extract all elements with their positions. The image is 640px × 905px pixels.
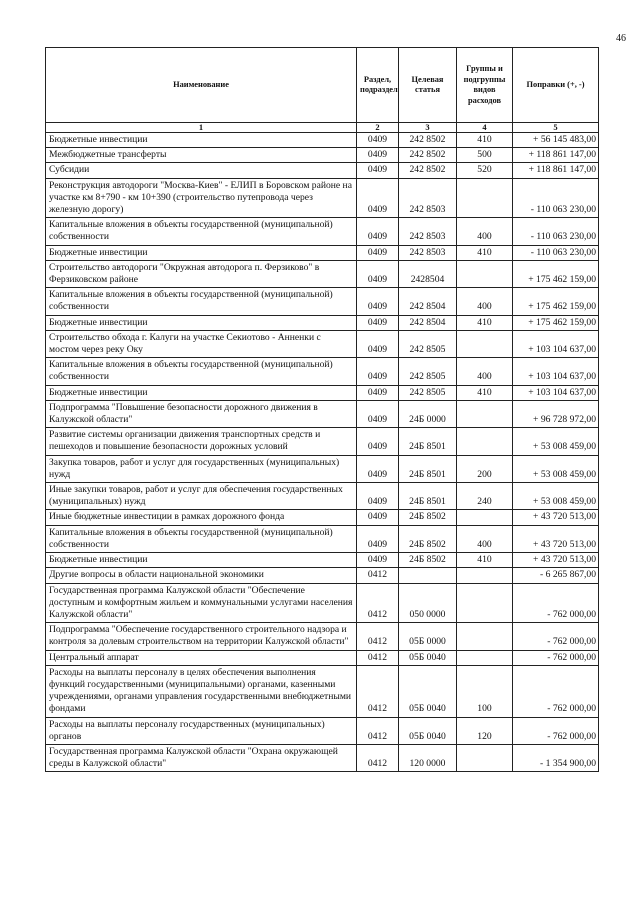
row-name: Бюджетные инвестиции [46, 245, 357, 260]
table-row [46, 245, 599, 260]
row-article: 242 8504 [399, 288, 457, 315]
row-article [399, 568, 457, 583]
table-row [46, 133, 599, 148]
row-group: 410 [457, 553, 513, 568]
row-article: 242 8505 [399, 358, 457, 385]
row-name: Строительство автодороги "Окружная автодорога п. Ферзиково" в Ферзиковском районе [46, 260, 357, 287]
row-group: 400 [457, 218, 513, 245]
row-group: 410 [457, 133, 513, 148]
row-name: Бюджетные инвестиции [46, 553, 357, 568]
table-row [46, 583, 599, 623]
column-number: 3 [399, 123, 457, 133]
table-row [46, 717, 599, 744]
table-row [46, 744, 599, 771]
row-group: 120 [457, 717, 513, 744]
row-amount: + 175 462 159,00 [513, 260, 599, 287]
row-group: 240 [457, 483, 513, 510]
table-row [46, 148, 599, 163]
row-article: 24Б 8502 [399, 510, 457, 525]
row-article: 242 8503 [399, 178, 457, 218]
row-name: Другие вопросы в области национальной экономики [46, 568, 357, 583]
row-group [457, 650, 513, 665]
row-section: 0409 [357, 148, 399, 163]
row-amount: - 110 063 230,00 [513, 178, 599, 218]
table-row [46, 315, 599, 330]
row-name: Капитальные вложения в объекты государственной (муниципальной) собственности [46, 218, 357, 245]
column-number: 1 [46, 123, 357, 133]
row-section: 0412 [357, 568, 399, 583]
row-amount: + 53 008 459,00 [513, 428, 599, 455]
row-amount: + 175 462 159,00 [513, 315, 599, 330]
row-amount: + 53 008 459,00 [513, 483, 599, 510]
row-amount: - 110 063 230,00 [513, 245, 599, 260]
row-group: 100 [457, 665, 513, 717]
row-section: 0409 [357, 455, 399, 482]
row-group [457, 330, 513, 357]
row-amount: - 762 000,00 [513, 665, 599, 717]
row-article: 242 8503 [399, 218, 457, 245]
table-row [46, 163, 599, 178]
row-article: 24Б 8501 [399, 455, 457, 482]
row-amount: + 103 104 637,00 [513, 358, 599, 385]
table-row [46, 428, 599, 455]
row-article: 242 8502 [399, 148, 457, 163]
row-article: 242 8505 [399, 330, 457, 357]
row-name: Иные закупки товаров, работ и услуг для обеспечения государственных (муниципальных) нужд [46, 483, 357, 510]
row-article: 24Б 8501 [399, 483, 457, 510]
row-section: 0409 [357, 428, 399, 455]
row-group [457, 583, 513, 623]
row-article: 05Б 0040 [399, 650, 457, 665]
row-name: Развитие системы организации движения транспортных средств и пешеходов и повышение безопасности дорожных условий [46, 428, 357, 455]
row-amount: - 6 265 867,00 [513, 568, 599, 583]
row-section: 0412 [357, 665, 399, 717]
row-article: 242 8502 [399, 133, 457, 148]
row-section: 0409 [357, 178, 399, 218]
table-header-row [46, 48, 599, 123]
row-section: 0409 [357, 260, 399, 287]
row-name: Капитальные вложения в объекты государственной (муниципальной) собственности [46, 358, 357, 385]
row-article: 242 8503 [399, 245, 457, 260]
table-row [46, 385, 599, 400]
row-group: 520 [457, 163, 513, 178]
row-amount: + 118 861 147,00 [513, 148, 599, 163]
row-group: 410 [457, 315, 513, 330]
row-section: 0409 [357, 218, 399, 245]
header-name: Наименование [46, 48, 357, 123]
row-article: 242 8504 [399, 315, 457, 330]
table-row [46, 178, 599, 218]
row-amount: - 762 000,00 [513, 623, 599, 650]
column-number-row [46, 123, 599, 133]
row-name: Бюджетные инвестиции [46, 385, 357, 400]
row-name: Государственная программа Калужской области "Охрана окружающей среды в Калужской области" [46, 744, 357, 771]
row-article: 120 0000 [399, 744, 457, 771]
row-name: Подпрограмма "Повышение безопасности дорожного движения в Калужской области" [46, 400, 357, 427]
table-row [46, 623, 599, 650]
table-row [46, 665, 599, 717]
row-section: 0409 [357, 288, 399, 315]
table-row [46, 288, 599, 315]
row-group [457, 623, 513, 650]
row-section: 0412 [357, 623, 399, 650]
row-name: Центральный аппарат [46, 650, 357, 665]
row-article: 242 8502 [399, 163, 457, 178]
row-article: 24Б 0000 [399, 400, 457, 427]
row-section: 0412 [357, 717, 399, 744]
row-group: 410 [457, 245, 513, 260]
row-article: 05Б 0040 [399, 665, 457, 717]
row-section: 0412 [357, 744, 399, 771]
row-amount: - 762 000,00 [513, 650, 599, 665]
table-row [46, 358, 599, 385]
row-article: 242 8505 [399, 385, 457, 400]
table-row [46, 553, 599, 568]
table-row [46, 260, 599, 287]
column-number: 2 [357, 123, 399, 133]
row-name: Закупка товаров, работ и услуг для государственных (муниципальных) нужд [46, 455, 357, 482]
row-amount: + 175 462 159,00 [513, 288, 599, 315]
row-name: Бюджетные инвестиции [46, 133, 357, 148]
table-row [46, 218, 599, 245]
row-amount: + 43 720 513,00 [513, 553, 599, 568]
row-amount: - 762 000,00 [513, 583, 599, 623]
row-name: Расходы на выплаты персоналу государственных (муниципальных) органов [46, 717, 357, 744]
page-number: 46 [616, 33, 626, 44]
row-group [457, 178, 513, 218]
row-group [457, 260, 513, 287]
row-section: 0412 [357, 650, 399, 665]
column-number: 5 [513, 123, 599, 133]
row-amount: + 103 104 637,00 [513, 385, 599, 400]
row-amount: + 53 008 459,00 [513, 455, 599, 482]
column-number: 4 [457, 123, 513, 133]
row-amount: - 1 354 900,00 [513, 744, 599, 771]
row-amount: + 56 145 483,00 [513, 133, 599, 148]
row-amount: + 96 728 972,00 [513, 400, 599, 427]
row-group [457, 568, 513, 583]
table-row [46, 483, 599, 510]
budget-amendments-table-container [45, 47, 598, 772]
row-group: 400 [457, 358, 513, 385]
row-section: 0409 [357, 245, 399, 260]
row-article: 05Б 0000 [399, 623, 457, 650]
row-amount: + 43 720 513,00 [513, 510, 599, 525]
row-article: 05Б 0040 [399, 717, 457, 744]
row-article: 24Б 8501 [399, 428, 457, 455]
table-row [46, 330, 599, 357]
row-group [457, 744, 513, 771]
row-section: 0409 [357, 525, 399, 552]
row-group: 400 [457, 525, 513, 552]
row-section: 0409 [357, 330, 399, 357]
row-section: 0409 [357, 385, 399, 400]
table-body [46, 133, 599, 772]
row-section: 0409 [357, 553, 399, 568]
row-amount: + 43 720 513,00 [513, 525, 599, 552]
row-section: 0409 [357, 510, 399, 525]
row-article: 050 0000 [399, 583, 457, 623]
row-article: 2428504 [399, 260, 457, 287]
table-row [46, 568, 599, 583]
row-name: Капитальные вложения в объекты государственной (муниципальной) собственности [46, 288, 357, 315]
table-row [46, 510, 599, 525]
row-name: Расходы на выплаты персоналу в целях обеспечения выполнения функций государственными (муниципальными) органами, казенными учреждениями, органами управления государственными внебюджетными фондами [46, 665, 357, 717]
header-groups: Группы и подгруппы видов расходов [457, 48, 513, 123]
row-article: 24Б 8502 [399, 525, 457, 552]
row-section: 0409 [357, 483, 399, 510]
table-row [46, 525, 599, 552]
row-group: 400 [457, 288, 513, 315]
row-name: Строительство обхода г. Калуги на участке Секиотово - Анненки с мостом через реку Оку [46, 330, 357, 357]
row-group: 200 [457, 455, 513, 482]
row-name: Подпрограмма "Обеспечение государственного строительного надзора и контроля за долевым строительством на территории Калужской области" [46, 623, 357, 650]
row-name: Иные бюджетные инвестиции в рамках дорожного фонда [46, 510, 357, 525]
row-section: 0409 [357, 315, 399, 330]
row-section: 0409 [357, 163, 399, 178]
row-amount: - 110 063 230,00 [513, 218, 599, 245]
row-name: Межбюджетные трансферты [46, 148, 357, 163]
table-row [46, 455, 599, 482]
table-row [46, 400, 599, 427]
row-group: 500 [457, 148, 513, 163]
row-section: 0412 [357, 583, 399, 623]
row-amount: + 118 861 147,00 [513, 163, 599, 178]
row-name: Реконструкция автодороги "Москва-Киев" - ЕЛИП в Боровском районе на участке км 8+790 - км 10+390 (строительство путепровода через железную дорогу) [46, 178, 357, 218]
row-section: 0409 [357, 133, 399, 148]
row-group [457, 400, 513, 427]
row-amount: - 762 000,00 [513, 717, 599, 744]
budget-amendments-table [45, 47, 599, 772]
row-group: 410 [457, 385, 513, 400]
row-article: 24Б 8502 [399, 553, 457, 568]
header-article: Целевая статья [399, 48, 457, 123]
row-amount: + 103 104 637,00 [513, 330, 599, 357]
table-row [46, 650, 599, 665]
row-section: 0409 [357, 400, 399, 427]
row-name: Государственная программа Калужской области "Обеспечение доступным и комфортным жильем и коммунальными услугами населения Калужской области" [46, 583, 357, 623]
header-section: Раздел, подраздел [357, 48, 399, 123]
row-group [457, 428, 513, 455]
header-amendments: Поправки (+, -) [513, 48, 599, 123]
row-section: 0409 [357, 358, 399, 385]
row-name: Капитальные вложения в объекты государственной (муниципальной) собственности [46, 525, 357, 552]
row-group [457, 510, 513, 525]
row-name: Бюджетные инвестиции [46, 315, 357, 330]
row-name: Субсидии [46, 163, 357, 178]
